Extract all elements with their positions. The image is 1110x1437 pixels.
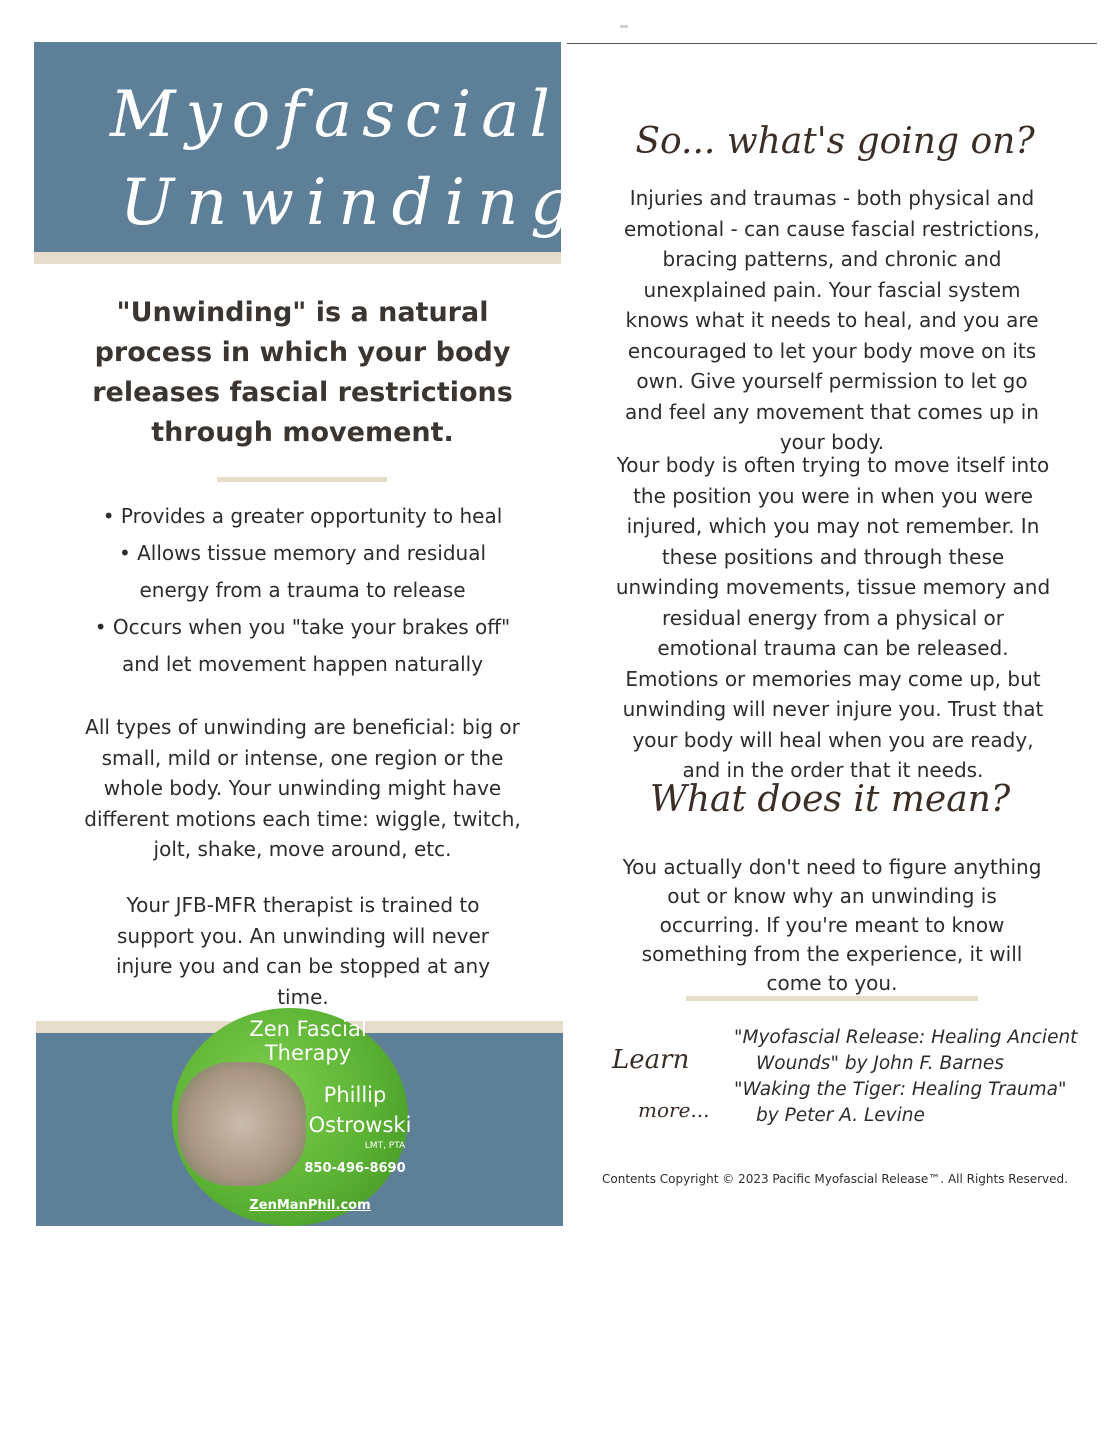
learn-label: Learn — [612, 1045, 690, 1075]
bullet-line: energy from a trauma to release — [139, 578, 466, 602]
logo-website[interactable]: ZenManPhil.com — [249, 1198, 371, 1213]
logo-credentials: LMT, PTA — [364, 1141, 406, 1151]
bullet-line: • Provides a greater opportunity to heal — [102, 504, 503, 528]
bullet-line: and let movement happen naturally — [121, 652, 484, 676]
book-line: Wounds" by John F. Barnes — [756, 1053, 1004, 1074]
bullet-line: • Allows tissue memory and residual — [118, 541, 487, 565]
book-line: "Waking the Tiger: Healing Trauma" — [734, 1079, 1067, 1100]
book-line: "Myofascial Release: Healing Ancient — [734, 1027, 1078, 1048]
title-banner-underline — [34, 252, 561, 264]
types-paragraph: All types of unwinding are beneficial: big or small, mild or intense, one region or the whole body. Your unwinding might have different motions each time: wiggle, twitch, jolt, shake, move around, etc. — [84, 715, 521, 861]
hands-image — [178, 1062, 306, 1186]
title-myofascial: Myofascial — [110, 78, 560, 152]
section-divider — [217, 477, 387, 482]
bullet-line: • Occurs when you "take your brakes off" — [94, 615, 511, 639]
top-rule — [567, 43, 1097, 44]
meaning-paragraph: You actually don't need to figure anything out or know why an unwinding is occurring. If you're meant to know something from the experience, it will come to you. — [622, 855, 1042, 995]
lead-statement: "Unwinding" is a natural process in which your body releases fascial restrictions through movement. — [92, 297, 513, 448]
injuries-paragraph: Injuries and traumas - both physical and emotional - can cause fascial restrictions, bracing patterns, and chronic and unexplained pain. Your fascial system knows what it needs to heal, and you are encouraged to let your body move on its own. Give yourself permission to let go and feel any movement that comes up in your body. — [623, 186, 1041, 454]
logo-phone: 850-496-8690 — [304, 1161, 406, 1176]
logo-title-line2: Therapy — [264, 1041, 352, 1065]
title-unwinding: Unwinding — [120, 166, 584, 240]
book-line: by Peter A. Levine — [756, 1105, 925, 1126]
logo-name-last: Ostrowski — [308, 1113, 412, 1137]
more-label: more... — [638, 1098, 710, 1122]
section-divider — [686, 996, 978, 1001]
scan-mark — [620, 25, 628, 28]
body-position-paragraph: Your body is often trying to move itself into the position you were in when you were injured, which you may not remember. In these positions and through these unwinding movements, tissue memory and residual energy from a physical or emotional trauma can be released. Emotions or memories may come up, but unwinding will never injure you. Trust that your body will heal when you are ready, and in the order that it needs. — [615, 453, 1051, 782]
logo-title-line1: Zen Fascial — [249, 1017, 367, 1041]
copyright-notice: Contents Copyright © 2023 Pacific Myofascial Release™. All Rights Reserved. — [602, 1172, 1068, 1186]
heading-what-does-it-mean: What does it mean? — [649, 779, 1011, 820]
heading-whats-going-on: So... what's going on? — [635, 121, 1035, 162]
therapist-paragraph: Your JFB-MFR therapist is trained to support you. An unwinding will never injure you and can be stopped at any time. — [115, 893, 491, 1009]
logo-name-first: Phillip — [323, 1083, 387, 1107]
